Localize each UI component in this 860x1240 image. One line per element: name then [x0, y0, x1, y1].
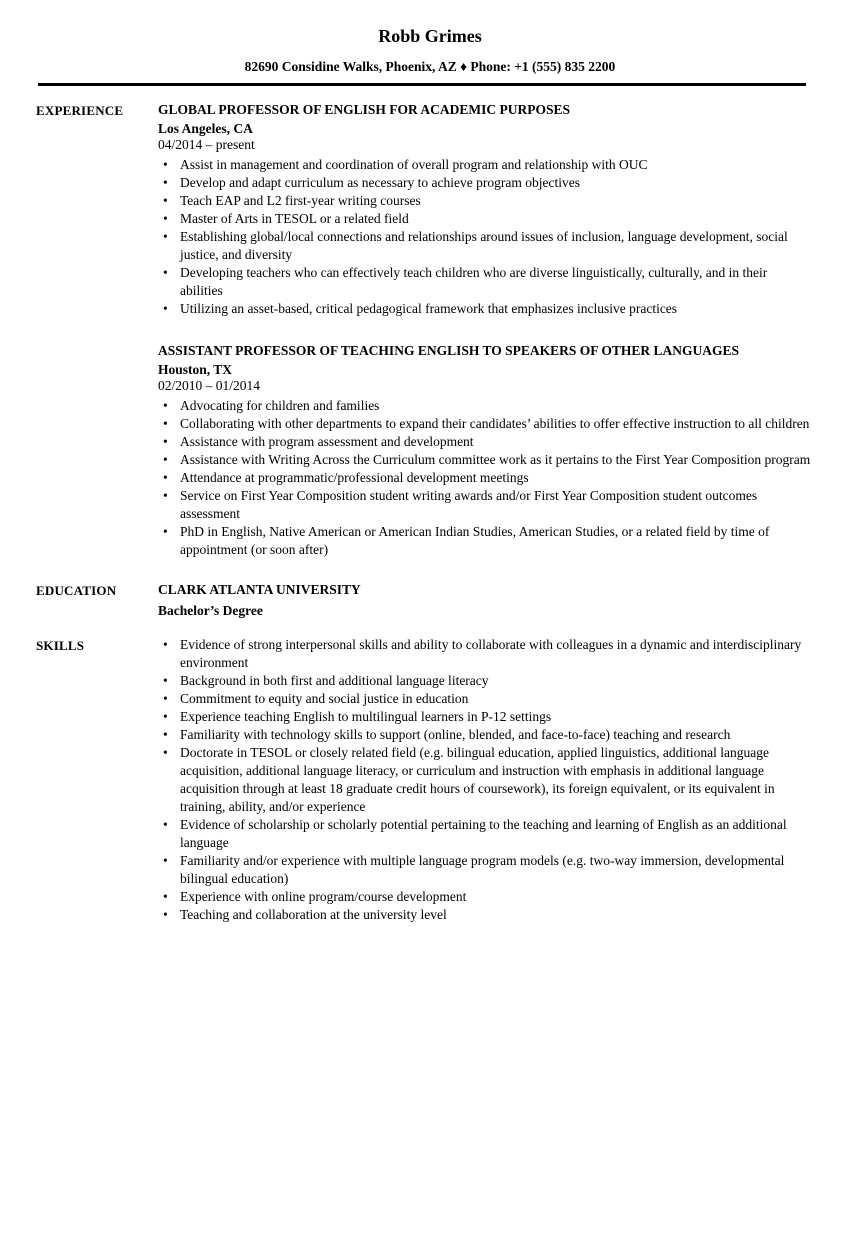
bullet-item: • Developing teachers who can effectively teach children who are diverse linguistically, culturally, and in their abilities: [158, 264, 812, 300]
bullet-item: • Familiarity and/or experience with multiple language program models (e.g. two-way immersion, developmental bilingual education): [158, 852, 812, 888]
experience-content: [158, 101, 812, 559]
job-location: Houston, TX: [158, 361, 233, 377]
job-bullet-list: [158, 397, 812, 559]
bullet-item: • Collaborating with other departments to expand their candidates’ abilities to offer effective instruction to all children: [158, 415, 812, 433]
job-entry-2: [158, 342, 812, 559]
section-experience: [0, 101, 860, 559]
resume-header: [0, 0, 860, 86]
bullet-item: • Evidence of strong interpersonal skills and ability to collaborate with colleagues in a dynamic and interdisciplinary environment: [158, 636, 812, 672]
job-bullet-list: [158, 156, 812, 318]
bullet-item: • Teaching and collaboration at the university level: [158, 906, 812, 924]
bullet-item: • Doctorate in TESOL or closely related field (e.g. bilingual education, applied linguistics, additional language acquisition, additional language literacy, or curriculum and instruction with emphasis in additional language acquisition through at least 18 graduate credit hours of coursework), its foreign equivalent, or its equivalent in training, ability, and/or experience: [158, 744, 812, 816]
contact-line: 82690 Considine Walks, Phoenix, AZ ♦ Phone: +1 (555) 835 2200: [244, 59, 616, 74]
bullet-item: • Utilizing an asset-based, critical pedagogical framework that emphasizes inclusive practices: [158, 300, 812, 318]
degree-name: Bachelor’s Degree: [158, 602, 263, 618]
bullet-item: • Service on First Year Composition student writing awards and/or First Year Composition student outcomes assessment: [158, 487, 812, 523]
header-divider: [38, 83, 806, 86]
bullet-item: • Experience with online program/course development: [158, 888, 812, 906]
job-dates: 04/2014 – present: [158, 136, 255, 152]
section-skills: [0, 636, 860, 924]
bullet-item: • Teach EAP and L2 first-year writing courses: [158, 192, 812, 210]
section-education: [0, 581, 860, 620]
bullet-item: • Experience teaching English to multilingual learners in P-12 settings: [158, 708, 812, 726]
bullet-item: • Assistance with program assessment and development: [158, 433, 812, 451]
bullet-item: • Advocating for children and families: [158, 397, 812, 415]
bullet-item: • Develop and adapt curriculum as necessary to achieve program objectives: [158, 174, 812, 192]
skills-bullet-list: [158, 636, 812, 924]
bullet-item: • Assist in management and coordination of overall program and relationship with OUC: [158, 156, 812, 174]
education-content: [158, 581, 812, 620]
skills-content: [158, 636, 812, 924]
bullet-item: • Commitment to equity and social justice in education: [158, 690, 812, 708]
bullet-item: • Background in both first and additional language literacy: [158, 672, 812, 690]
bullet-item: • Assistance with Writing Across the Curriculum committee work as it pertains to the First Year Composition program: [158, 451, 812, 469]
resume-body: [0, 101, 860, 924]
bullet-item: • Familiarity with technology skills to support (online, blended, and face-to-face) teaching and research: [158, 726, 812, 744]
job-dates: 02/2010 – 01/2014: [158, 377, 261, 393]
bullet-item: • Evidence of scholarship or scholarly potential pertaining to the teaching and learning of English as an additional language: [158, 816, 812, 852]
job-title: ASSISTANT PROFESSOR OF TEACHING ENGLISH TO SPEAKERS OF OTHER LANGUAGES: [158, 342, 740, 358]
section-label-education: EDUCATION: [36, 582, 117, 598]
section-label-skills: SKILLS: [36, 637, 85, 653]
job-location: Los Angeles, CA: [158, 120, 253, 136]
school-name: CLARK ATLANTA UNIVERSITY: [158, 581, 361, 597]
person-name: Robb Grimes: [378, 26, 482, 46]
bullet-item: • Establishing global/local connections and relationships around issues of inclusion, language development, social justice, and diversity: [158, 228, 812, 264]
section-label-experience: EXPERIENCE: [36, 102, 124, 118]
job-title: GLOBAL PROFESSOR OF ENGLISH FOR ACADEMIC PURPOSES: [158, 101, 571, 117]
bullet-item: • Master of Arts in TESOL or a related field: [158, 210, 812, 228]
bullet-item: • PhD in English, Native American or American Indian Studies, American Studies, or a related field by time of appointment (or soon after): [158, 523, 812, 559]
bullet-item: • Attendance at programmatic/professional development meetings: [158, 469, 812, 487]
job-entry-1: [158, 101, 812, 318]
